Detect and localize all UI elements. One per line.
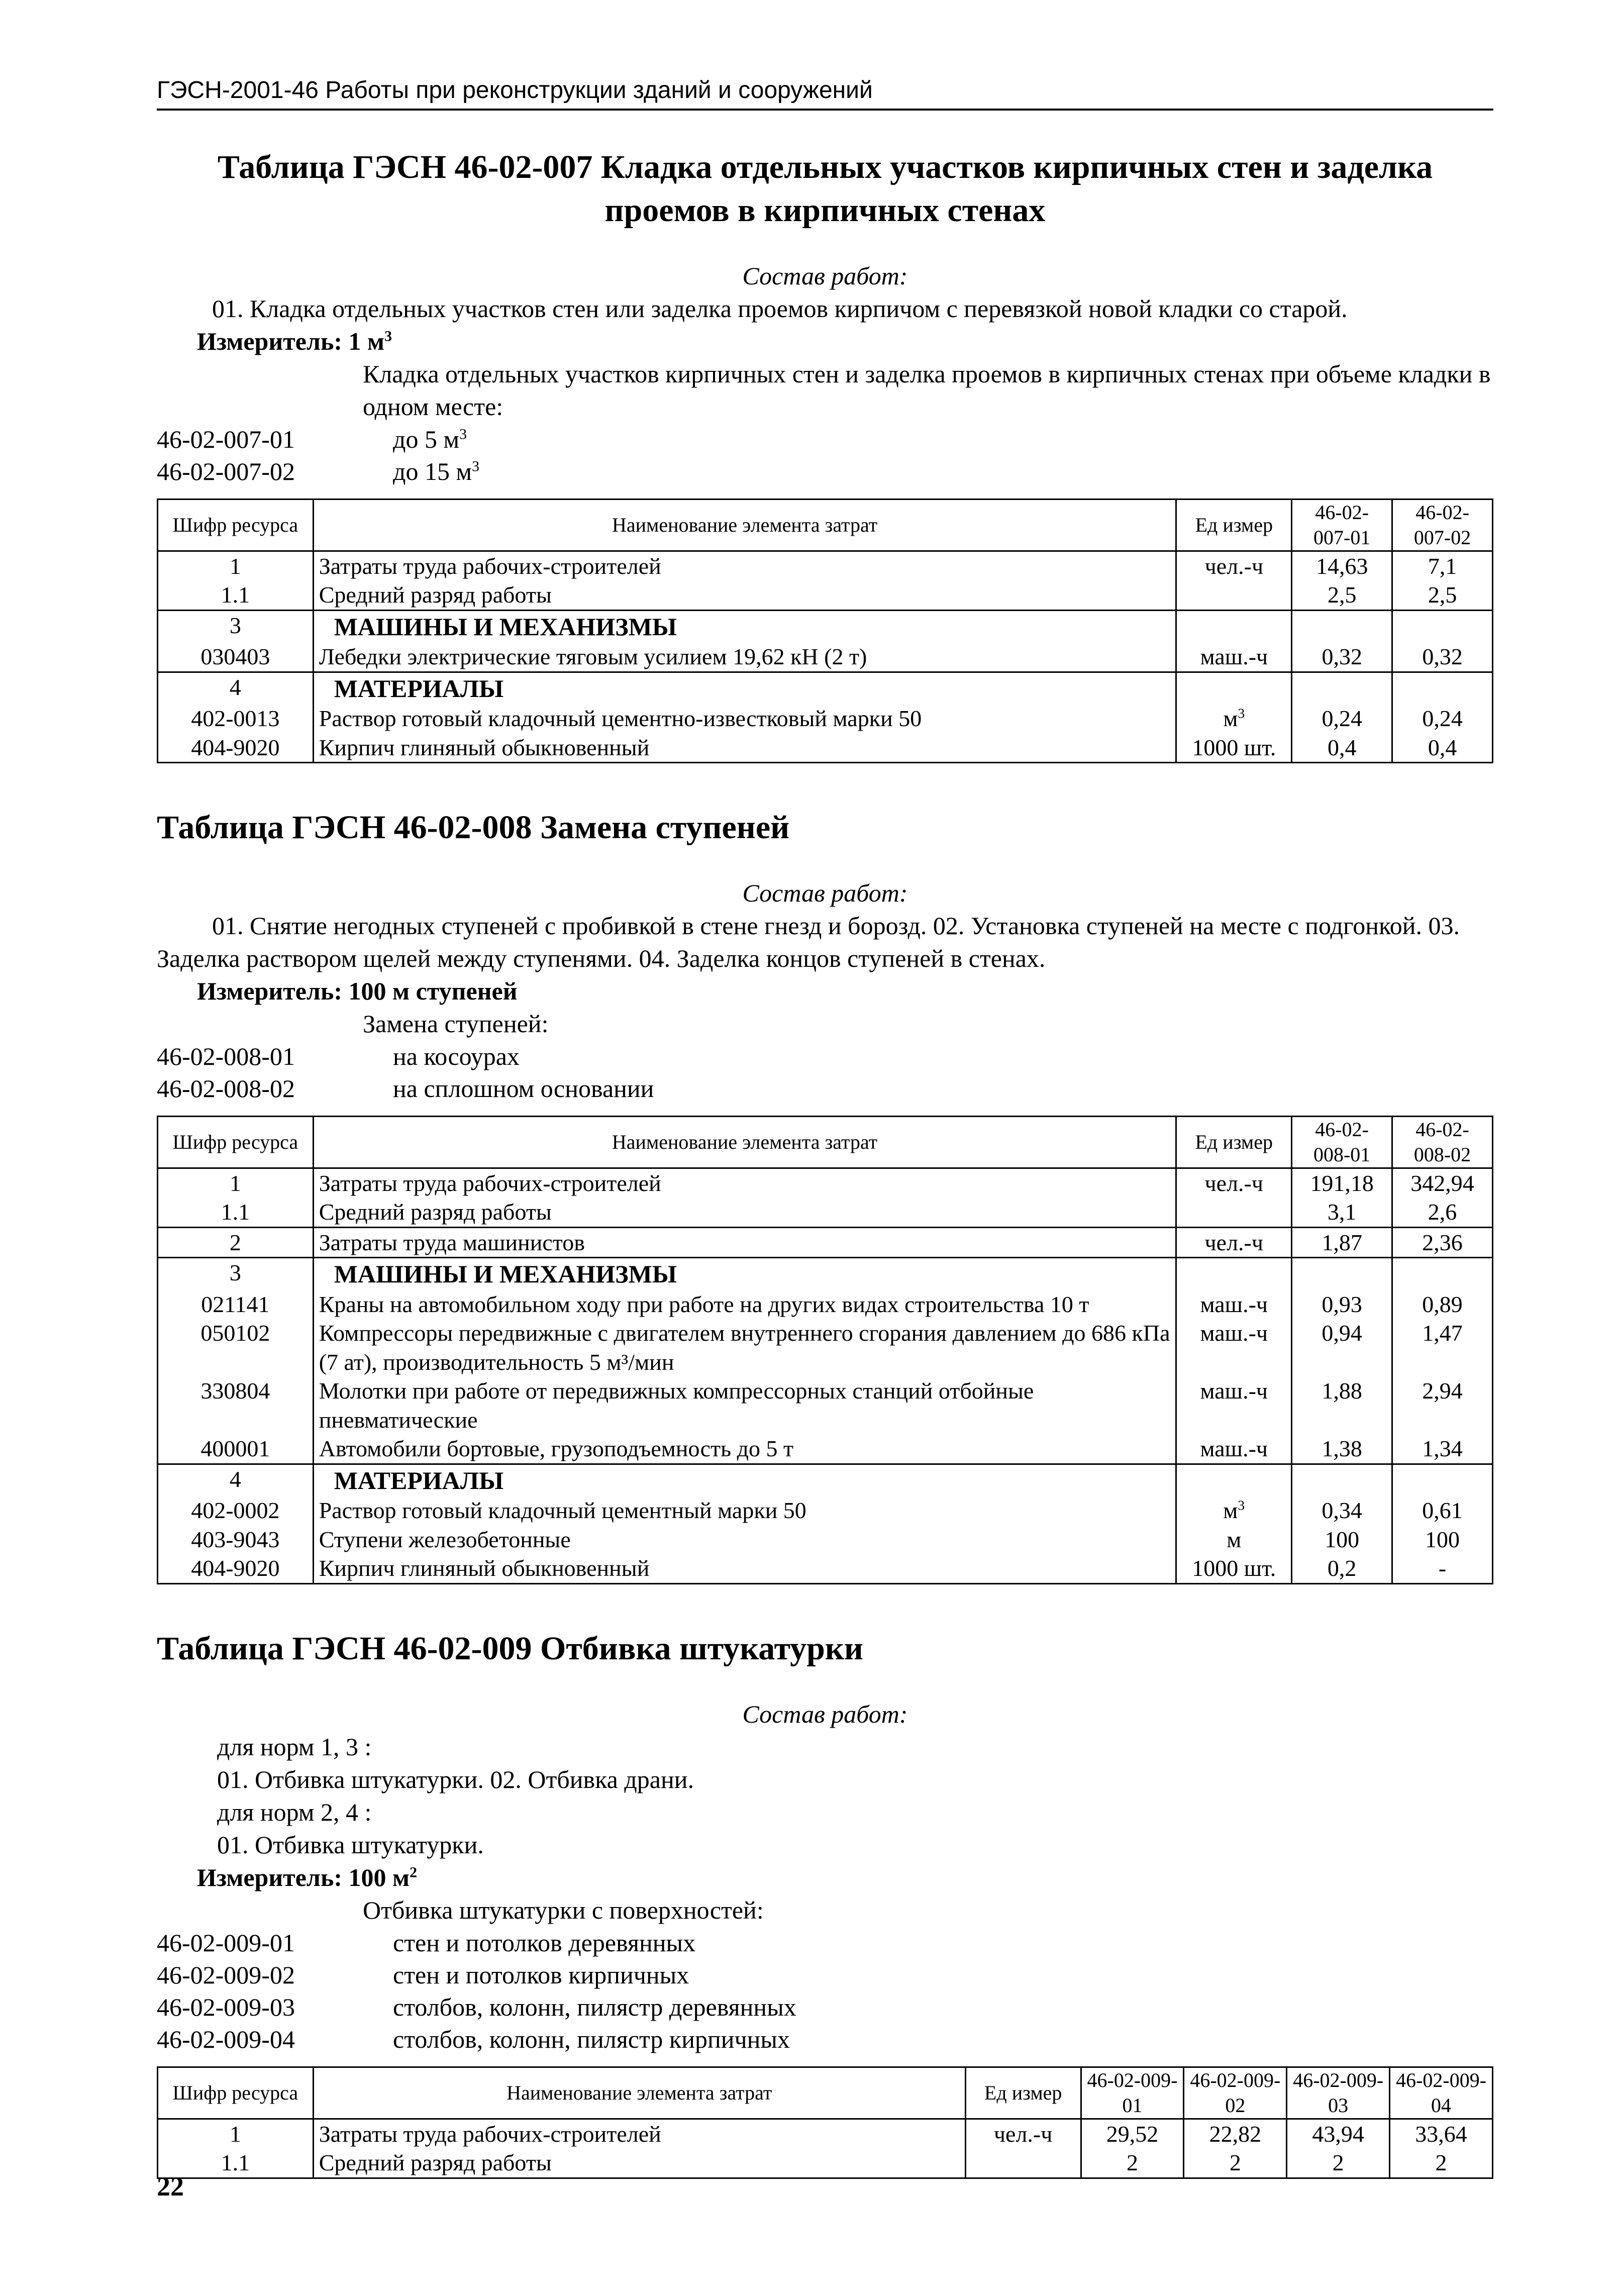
cell-value: - bbox=[1392, 1554, 1493, 1583]
norm-code: 46-02-007-02 bbox=[157, 457, 295, 485]
norm-code-row bbox=[157, 1072, 1493, 1105]
cell-value: 2,94 bbox=[1392, 1376, 1493, 1434]
header-name: Наименование элемента затрат bbox=[313, 1116, 1176, 1168]
norm-code: 46-02-009-04 bbox=[157, 2025, 295, 2053]
table-row bbox=[158, 1197, 1493, 1227]
header-code: Шифр ресурса bbox=[158, 499, 314, 551]
table-header-row bbox=[158, 1116, 1493, 1168]
table-row bbox=[158, 1434, 1493, 1464]
cell-value: 2 bbox=[1287, 2148, 1390, 2178]
superscript: 3 bbox=[472, 457, 480, 474]
meter-value: 100 $м^2$ bbox=[348, 1863, 418, 1891]
table-header-row bbox=[158, 499, 1493, 551]
table-row bbox=[158, 610, 1493, 642]
superscript: 3 bbox=[384, 327, 392, 344]
header-unit: Ед измер bbox=[965, 2067, 1081, 2119]
cell-unit bbox=[965, 2148, 1081, 2178]
header-norm-column: 46-02-008-01 bbox=[1292, 1116, 1392, 1168]
cell-code: 1 bbox=[158, 551, 314, 580]
table-row bbox=[158, 1227, 1493, 1258]
cell-value: 2,6 bbox=[1392, 1197, 1493, 1227]
norm-code: 46-02-008-02 bbox=[157, 1074, 295, 1103]
cell-unit bbox=[1176, 672, 1292, 704]
composition-label: Состав работ: bbox=[742, 261, 908, 290]
cell-code: 3 bbox=[158, 610, 314, 642]
cell-name: Кирпич глиняный обыкновенный bbox=[313, 733, 1176, 763]
norm-description: на сплошном основании bbox=[393, 1074, 654, 1103]
table-row bbox=[158, 1496, 1493, 1525]
cell-unit: маш.-ч bbox=[1176, 1376, 1292, 1434]
header-unit: Ед измер bbox=[1176, 1116, 1292, 1168]
cell-value: 33,64 bbox=[1390, 2119, 1493, 2148]
cell-name: МАТЕРИАЛЫ bbox=[313, 1464, 1176, 1496]
meter-value: 100 м ступеней bbox=[348, 976, 518, 1005]
norm-code: 46-02-009-02 bbox=[157, 1960, 295, 1989]
cell-code: 1 bbox=[158, 1168, 314, 1197]
meter-label: Измеритель: bbox=[197, 327, 349, 355]
cell-unit: маш.-ч bbox=[1176, 1434, 1292, 1464]
cell-unit bbox=[1176, 1258, 1292, 1290]
cell-value bbox=[1292, 1464, 1392, 1496]
cell-code: 1.1 bbox=[158, 2148, 314, 2178]
cell-unit: 1000 шт. bbox=[1176, 733, 1292, 763]
composition-label: Состав работ: bbox=[742, 1700, 908, 1728]
norm-code-row bbox=[157, 1991, 1493, 2023]
cell-name: Ступени железобетонные bbox=[313, 1525, 1176, 1554]
composition-label: Состав работ: bbox=[742, 878, 908, 907]
cell-unit: маш.-ч bbox=[1176, 1319, 1292, 1376]
norm-intro: Отбивка штукатурки с поверхностей: bbox=[363, 1895, 764, 1924]
cell-name: Средний разряд работы bbox=[313, 1197, 1176, 1227]
header-norm-column: 46-02-009-02 bbox=[1184, 2067, 1287, 2119]
cell-name: Компрессоры передвижные с двигателем внутреннего сгорания давлением до 686 кПа (7 ат), производительность 5 м³/мин bbox=[313, 1319, 1176, 1376]
norm-code: 46-02-007-01 bbox=[157, 425, 295, 453]
cell-code: 021141 bbox=[158, 1290, 314, 1319]
norm-description: до 5 $м^3$ bbox=[393, 425, 467, 453]
cell-unit: маш.-ч bbox=[1176, 642, 1292, 672]
table-row bbox=[158, 2148, 1493, 2178]
cell-unit bbox=[1176, 1197, 1292, 1227]
cell-code: 404-9020 bbox=[158, 733, 314, 763]
norm-code-row bbox=[157, 1040, 1493, 1072]
table-row bbox=[158, 733, 1493, 763]
cell-value bbox=[1292, 672, 1392, 704]
cell-name: Затраты труда машинистов bbox=[313, 1227, 1176, 1258]
norm-description: столбов, колонн, пилястр кирпичных bbox=[393, 2025, 790, 2053]
superscript: 3 bbox=[1238, 705, 1245, 721]
meter-value: 1 $м^3$ bbox=[348, 327, 392, 355]
header-name: Наименование элемента затрат bbox=[313, 2067, 965, 2119]
cell-value: 0,32 bbox=[1392, 642, 1493, 672]
cell-code: 2 bbox=[158, 1227, 314, 1258]
table-row bbox=[158, 672, 1493, 704]
cell-value: 43,94 bbox=[1287, 2119, 1390, 2148]
table-row bbox=[158, 1376, 1493, 1434]
norm-description: стен и потолков деревянных bbox=[393, 1928, 696, 1957]
header-name: Наименование элемента затрат bbox=[313, 499, 1176, 551]
cell-name: Раствор готовый кладочный цементный марки 50 bbox=[313, 1496, 1176, 1525]
cell-value: 0,4 bbox=[1292, 733, 1392, 763]
header-norm-column: 46-02-007-01 bbox=[1292, 499, 1392, 551]
cell-value: 0,61 bbox=[1392, 1496, 1493, 1525]
superscript: 3 bbox=[1238, 1498, 1245, 1514]
cell-value: 29,52 bbox=[1081, 2119, 1184, 2148]
cell-name: Лебедки электрические тяговым усилием 19,62 кН (2 т) bbox=[313, 642, 1176, 672]
norm-table-section bbox=[157, 146, 1493, 763]
cell-value: 0,34 bbox=[1292, 1496, 1392, 1525]
cell-unit: чел.-ч bbox=[1176, 1227, 1292, 1258]
cell-code: 400001 bbox=[158, 1434, 314, 1464]
header-code: Шифр ресурса bbox=[158, 1116, 314, 1168]
cell-code: 3 bbox=[158, 1258, 314, 1290]
cell-value: 191,18 bbox=[1292, 1168, 1392, 1197]
meter-label: Измеритель: bbox=[197, 976, 349, 1005]
table-title: Таблица ГЭСН 46-02-009 Отбивка штукатурки bbox=[157, 1630, 863, 1667]
meter-label: Измеритель: bbox=[197, 1863, 349, 1891]
cell-value: 0,32 bbox=[1292, 642, 1392, 672]
cell-value bbox=[1392, 1258, 1493, 1290]
composition-for: для норм 2, 4 : bbox=[217, 1798, 372, 1826]
cell-value: 0,89 bbox=[1392, 1290, 1493, 1319]
norm-description: стен и потолков кирпичных bbox=[393, 1960, 689, 1989]
superscript: 3 bbox=[459, 425, 467, 442]
resource-table bbox=[157, 2066, 1493, 2179]
table-row bbox=[158, 642, 1493, 672]
cell-unit: 1000 шт. bbox=[1176, 1554, 1292, 1583]
cell-unit bbox=[1176, 610, 1292, 642]
norm-code-row bbox=[157, 1959, 1493, 1991]
norm-table-section bbox=[157, 1627, 1493, 2179]
superscript: 2 bbox=[410, 1864, 418, 1881]
composition-text: 01. Отбивка штукатурки. bbox=[217, 1830, 484, 1859]
cell-name: Затраты труда рабочих-строителей bbox=[313, 551, 1176, 580]
cell-value bbox=[1392, 1464, 1493, 1496]
cell-value: 2,5 bbox=[1292, 580, 1392, 610]
cell-value: 14,63 bbox=[1292, 551, 1392, 580]
cell-name: Затраты труда рабочих-строителей bbox=[313, 1168, 1176, 1197]
norm-code: 46-02-009-03 bbox=[157, 1992, 295, 2021]
cell-value: 2 bbox=[1184, 2148, 1287, 2178]
norm-code-row bbox=[157, 1927, 1493, 1959]
norm-description: до 15 $м^3$ bbox=[393, 457, 480, 485]
cell-value: 22,82 bbox=[1184, 2119, 1287, 2148]
composition-for: для норм 1, 3 : bbox=[217, 1732, 372, 1761]
cell-unit: м bbox=[1176, 1525, 1292, 1554]
table-title: Таблица ГЭСН 46-02-007 Кладка отдельных участков кирпичных стен и заделка проемов в кирпичных стенах bbox=[217, 149, 1433, 229]
cell-value: 1,38 bbox=[1292, 1434, 1392, 1464]
table-row bbox=[158, 1258, 1493, 1290]
cell-code: 330804 bbox=[158, 1376, 314, 1434]
header-norm-column: 46-02-007-02 bbox=[1392, 499, 1493, 551]
cell-unit: чел.-ч bbox=[1176, 551, 1292, 580]
cell-value: 2,36 bbox=[1392, 1227, 1493, 1258]
composition-text: 01. Кладка отдельных участков стен или заделка проемов кирпичом с перевязкой новой кладки со старой. bbox=[212, 294, 1348, 323]
norm-intro: Замена ступеней: bbox=[363, 1009, 549, 1038]
sections bbox=[157, 146, 1493, 2179]
cell-value bbox=[1392, 672, 1493, 704]
table-row bbox=[158, 1554, 1493, 1583]
meter bbox=[157, 1861, 1493, 1894]
norm-description: столбов, колонн, пилястр деревянных bbox=[393, 1992, 796, 2021]
cell-value: 0,94 bbox=[1292, 1319, 1392, 1376]
header-code: Шифр ресурса bbox=[158, 2067, 314, 2119]
cell-unit bbox=[1176, 1464, 1292, 1496]
cell-value: 100 bbox=[1392, 1525, 1493, 1554]
cell-code: 1 bbox=[158, 2119, 314, 2148]
cell-value bbox=[1292, 1258, 1392, 1290]
running-header: ГЭСН-2001-46 Работы при реконструкции зданий и сооружений bbox=[157, 75, 1493, 111]
header-norm-column: 46-02-009-04 bbox=[1390, 2067, 1493, 2119]
meter bbox=[157, 975, 1493, 1008]
cell-unit bbox=[1176, 580, 1292, 610]
cell-code: 1.1 bbox=[158, 1197, 314, 1227]
cell-name: МАТЕРИАЛЫ bbox=[313, 672, 1176, 704]
cell-value: 1,88 bbox=[1292, 1376, 1392, 1434]
cell-code: 4 bbox=[158, 1464, 314, 1496]
table-title: Таблица ГЭСН 46-02-008 Замена ступеней bbox=[157, 809, 790, 846]
cell-name: Раствор готовый кладочный цементно-известковый марки 50 bbox=[313, 704, 1176, 733]
table-row bbox=[158, 1168, 1493, 1197]
norm-code-row bbox=[157, 455, 1493, 487]
cell-code: 402-0013 bbox=[158, 704, 314, 733]
table-row bbox=[158, 580, 1493, 610]
cell-name: Краны на автомобильном ходу при работе на других видах строительства 10 т bbox=[313, 1290, 1176, 1319]
cell-value: 1,87 bbox=[1292, 1227, 1392, 1258]
cell-name: Средний разряд работы bbox=[313, 2148, 965, 2178]
cell-code: 402-0002 bbox=[158, 1496, 314, 1525]
cell-code: 1.1 bbox=[158, 580, 314, 610]
cell-value: 0,4 bbox=[1392, 733, 1493, 763]
cell-unit: $м^3$ bbox=[1176, 704, 1292, 733]
table-row bbox=[158, 2119, 1493, 2148]
cell-name: Молотки при работе от передвижных компрессорных станций отбойные пневматические bbox=[313, 1376, 1176, 1434]
page bbox=[157, 75, 1493, 2179]
cell-unit: $м^3$ bbox=[1176, 1496, 1292, 1525]
cell-value: 342,94 bbox=[1392, 1168, 1493, 1197]
cell-value: 0,93 bbox=[1292, 1290, 1392, 1319]
meter bbox=[157, 325, 1493, 358]
cell-code: 030403 bbox=[158, 642, 314, 672]
cell-name: Кирпич глиняный обыкновенный bbox=[313, 1554, 1176, 1583]
table-row bbox=[158, 1525, 1493, 1554]
cell-value: 1,34 bbox=[1392, 1434, 1493, 1464]
composition-text: 01. Отбивка штукатурки. 02. Отбивка драни. bbox=[217, 1765, 694, 1793]
cell-value bbox=[1292, 610, 1392, 642]
cell-code: 404-9020 bbox=[158, 1554, 314, 1583]
cell-value: 2 bbox=[1390, 2148, 1493, 2178]
norm-intro: Кладка отдельных участков кирпичных стен и заделка проемов в кирпичных стенах при объеме кладки в одном месте: bbox=[363, 359, 1491, 421]
cell-unit: маш.-ч bbox=[1176, 1290, 1292, 1319]
table-row bbox=[158, 1319, 1493, 1376]
cell-value: 2 bbox=[1081, 2148, 1184, 2178]
cell-code: 403-9043 bbox=[158, 1525, 314, 1554]
norm-table-section bbox=[157, 806, 1493, 1584]
cell-name: МАШИНЫ И МЕХАНИЗМЫ bbox=[313, 1258, 1176, 1290]
norm-code-row bbox=[157, 2023, 1493, 2055]
table-row bbox=[158, 1464, 1493, 1496]
cell-name: МАШИНЫ И МЕХАНИЗМЫ bbox=[313, 610, 1176, 642]
cell-code: 050102 bbox=[158, 1319, 314, 1376]
cell-value: 100 bbox=[1292, 1525, 1392, 1554]
cell-value: 7,1 bbox=[1392, 551, 1493, 580]
norm-code: 46-02-009-01 bbox=[157, 1928, 295, 1957]
resource-table bbox=[157, 498, 1493, 764]
cell-unit: чел.-ч bbox=[965, 2119, 1081, 2148]
cell-value: 1,47 bbox=[1392, 1319, 1493, 1376]
norm-code-row bbox=[157, 423, 1493, 455]
cell-value: 0,24 bbox=[1292, 704, 1392, 733]
resource-table bbox=[157, 1116, 1493, 1584]
table-header-row bbox=[158, 2067, 1493, 2119]
page-number: 22 bbox=[157, 2171, 184, 2202]
header-unit: Ед измер bbox=[1176, 499, 1292, 551]
composition-text: 01. Снятие негодных ступеней с пробивкой в стене гнезд и борозд. 02. Установка ступеней на месте с подгонкой. 03. Заделка раствором щелей между ступенями. 04. Заделка концов ступеней в стенах. bbox=[157, 911, 1460, 972]
cell-value: 2,5 bbox=[1392, 580, 1493, 610]
header-norm-column: 46-02-009-03 bbox=[1287, 2067, 1390, 2119]
cell-name: Автомобили бортовые, грузоподъемность до 5 т bbox=[313, 1434, 1176, 1464]
table-row bbox=[158, 704, 1493, 733]
cell-name: Средний разряд работы bbox=[313, 580, 1176, 610]
header-norm-column: 46-02-008-02 bbox=[1392, 1116, 1493, 1168]
header-norm-column: 46-02-009-01 bbox=[1081, 2067, 1184, 2119]
norm-description: на косоурах bbox=[393, 1042, 520, 1070]
cell-value: 3,1 bbox=[1292, 1197, 1392, 1227]
cell-value bbox=[1392, 610, 1493, 642]
table-row bbox=[158, 1290, 1493, 1319]
cell-value: 0,24 bbox=[1392, 704, 1493, 733]
cell-code: 4 bbox=[158, 672, 314, 704]
cell-value: 0,2 bbox=[1292, 1554, 1392, 1583]
cell-unit: чел.-ч bbox=[1176, 1168, 1292, 1197]
norm-code: 46-02-008-01 bbox=[157, 1042, 295, 1070]
cell-name: Затраты труда рабочих-строителей bbox=[313, 2119, 965, 2148]
table-row bbox=[158, 551, 1493, 580]
